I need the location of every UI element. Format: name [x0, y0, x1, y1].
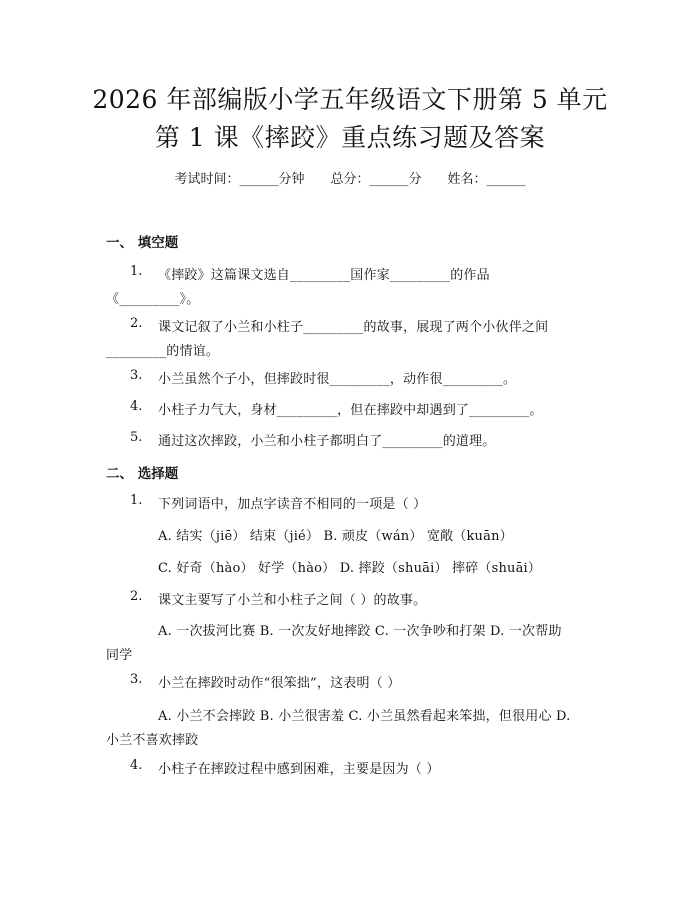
choice-q2-options-wrap: 同学: [106, 648, 133, 663]
choice-q1-options-ab: A. 结实（jiē） 结束（jié） B. 顽皮（wán） 宽敞（kuān）: [158, 529, 513, 544]
fill-q5-line1: 通过这次摔跤，小兰和小柱子都明白了_________的道理。: [158, 434, 496, 449]
choice-q1-options-cd: C. 好奇（hào） 好学（hào） D. 摔跤（shuāi） 摔碎（shuāi）: [158, 561, 542, 576]
choice-q4-number: 4.: [130, 758, 143, 773]
choice-q2-options: A. 一次拔河比赛 B. 一次友好地摔跤 C. 一次争吵和打架 D. 一次帮助: [158, 624, 562, 639]
choice-q4-stem: 小柱子在摔跤过程中感到困难，主要是因为（ ）: [158, 762, 440, 777]
q2-number: 2.: [130, 316, 143, 331]
title-line-1: 2026 年部编版小学五年级语文下册第 5 单元: [92, 85, 608, 114]
fill-q3-line1: 小兰虽然个子小，但摔跤时很_________，动作很_________。: [158, 372, 517, 387]
exam-name: 姓名：______: [447, 172, 526, 187]
section-heading-fill-blank: 一、 填空题: [106, 235, 179, 251]
choice-q3-options: A. 小兰不会摔跤 B. 小兰很害羞 C. 小兰虽然看起来笨拙，但很用心 D.: [158, 709, 571, 724]
fill-q4-line1: 小柱子力气大，身材_________，但在摔跤中却遇到了_________。: [158, 403, 543, 418]
q4-number: 4.: [130, 399, 143, 414]
exam-time: 考试时间：______分钟: [174, 172, 305, 187]
choice-q3-options-wrap: 小兰不喜欢摔跤: [106, 733, 199, 748]
fill-q2-line1: 课文记叙了小兰和小柱子_________的故事，展现了两个小伙伴之间: [158, 320, 549, 335]
exam-score: 总分：______分: [330, 172, 422, 187]
choice-q3-number: 3.: [130, 672, 143, 687]
fill-q1-line1: 《摔跤》这篇课文选自_________国作家_________的作品: [158, 268, 490, 283]
section-heading-choice: 二、 选择题: [106, 466, 179, 482]
q5-number: 5.: [130, 430, 143, 445]
exam-info: [0, 168, 700, 187]
choice-q2-number: 2.: [130, 589, 143, 604]
q3-number: 3.: [130, 368, 143, 383]
fill-q1-line2: 《_________》。: [106, 292, 200, 307]
fill-q2-line2: _________的情谊。: [106, 344, 220, 359]
choice-q1-stem: 下列词语中，加点字读音不相同的一项是（ ）: [158, 497, 427, 512]
q1-number: 1.: [130, 264, 143, 279]
choice-q2-stem: 课文主要写了小兰和小柱子之间（ ）的故事。: [158, 593, 427, 608]
choice-q1-number: 1.: [130, 493, 143, 508]
choice-q3-stem: 小兰在摔跤时动作“很笨拙”，这表明（ ）: [158, 676, 401, 691]
title-line-2: 第 1 课《摔跤》重点练习题及答案: [154, 123, 546, 152]
